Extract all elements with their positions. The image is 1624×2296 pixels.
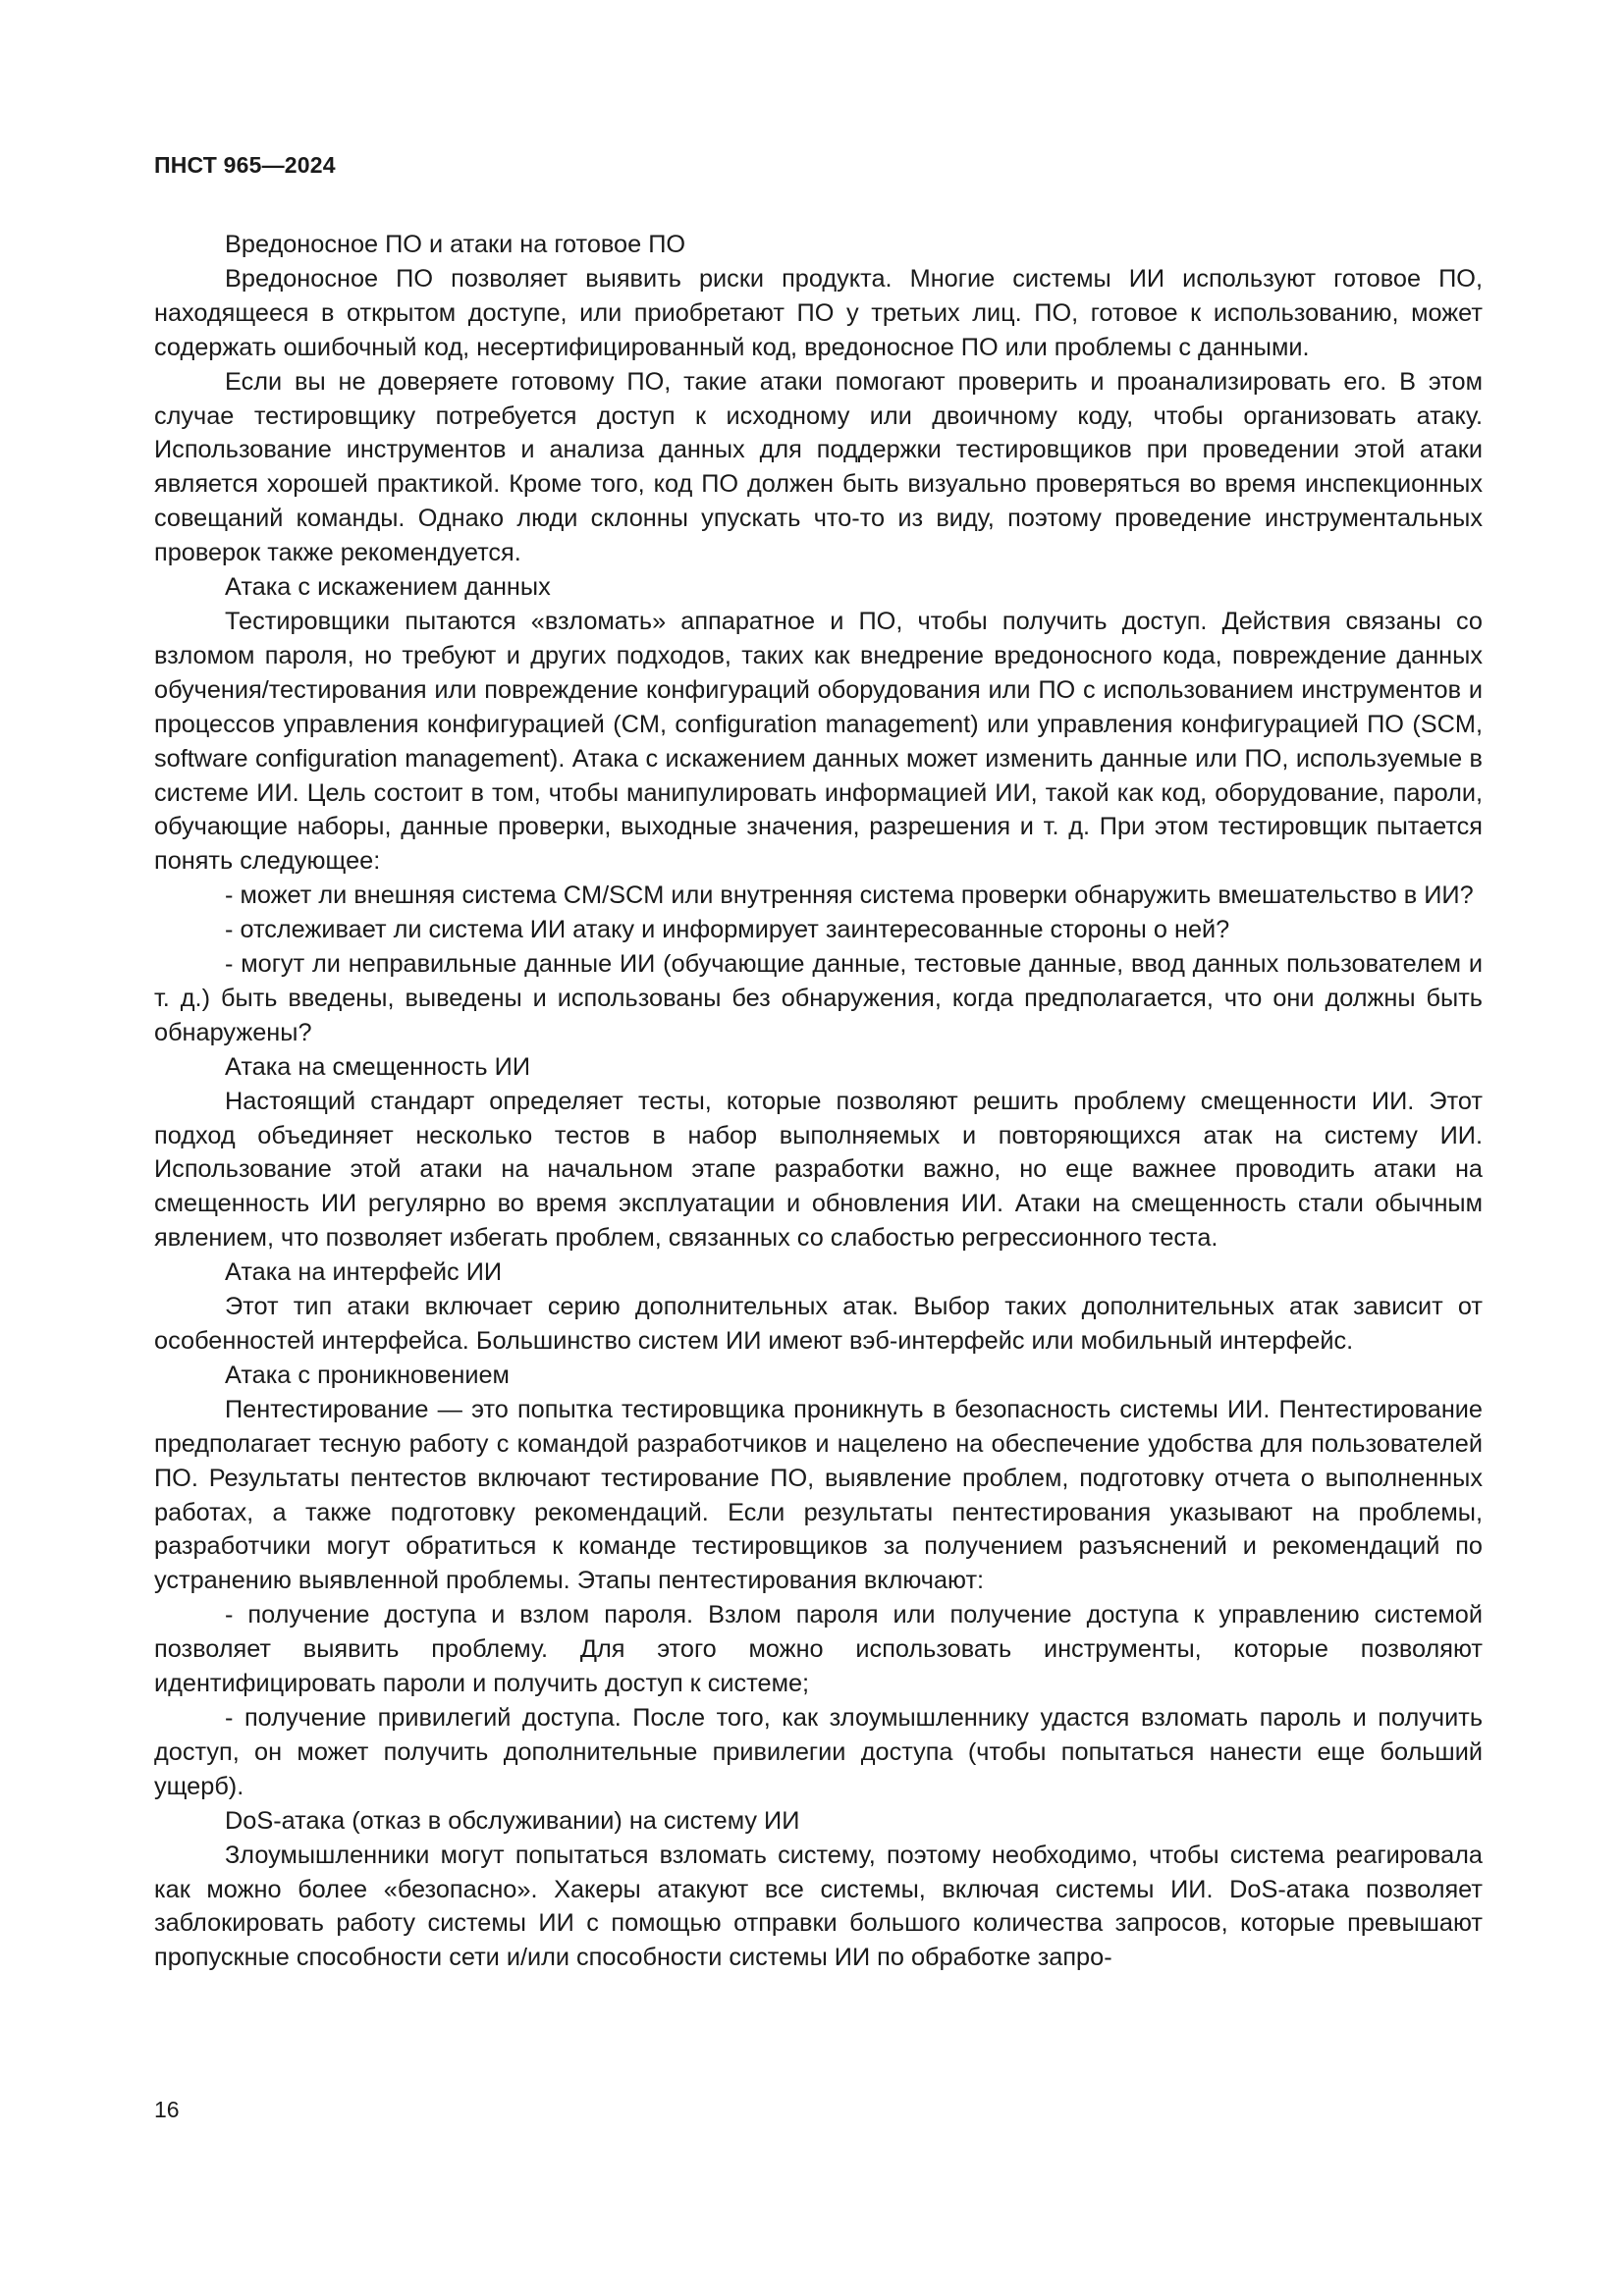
- list-item: - могут ли неправильные данные ИИ (обучающие данные, тестовые данные, ввод данных пользователем и т. д.) быть введены, выведены и использованы без обнаружения, когда предполагается, что они должны быть обнаружены?: [154, 950, 1483, 1046]
- paragraph: Тестировщики пытаются «взломать» аппаратное и ПО, чтобы получить доступ. Действия связаны со взломом пароля, но требуют и других подходов, таких как внедрение вредоносного кода, повреждение данных обучения/тестирования или повреждение конфигураций оборудования или ПО с использованием инструментов и процессов управления конфигурацией (CM, configuration management) или управления конфигурацией ПО (SCM, software configuration management). Атака с искажением данных может изменить данные или ПО, используемые в системе ИИ. Цель состоит в том, чтобы манипулировать информацией ИИ, такой как код, оборудование, пароли, обучающие наборы, данные проверки, выходные значения, разрешения и т. д. При этом тестировщик пытается понять следующее:: [154, 607, 1483, 876]
- section-heading: Атака с искажением данных: [225, 573, 551, 602]
- page-number: 16: [154, 2097, 180, 2122]
- paragraph: Пентестирование — это попытка тестировщика проникнуть в безопасность системы ИИ. Пентестирование предполагает тесную работу с командой разработчиков и нацелено на обеспечение удобства для пользователей ПО. Результаты пентестов включают тестирование ПО, выявление проблем, подготовку отчета о выполненных работах, а также подготовку рекомендаций. Если результаты пентестирования указывают на проблемы, разработчики могут обратиться к команде тестировщиков за получением разъяснений и рекомендаций по устранению выявленной проблемы. Этапы пентестирования включают:: [154, 1395, 1483, 1595]
- list-item: - получение доступа и взлом пароля. Взлом пароля или получение доступа к управлению системой позволяет выявить проблему. Для этого можно использовать инструменты, которые позволяют идентифицировать пароли и получить доступ к системе;: [154, 1601, 1483, 1698]
- body-text: [154, 228, 1483, 1975]
- list-item: - получение привилегий доступа. После того, как злоумышленнику удастся взломать пароль и получить доступ, он может получить дополнительные привилегии доступа (чтобы попытаться нанести еще больший ущерб).: [154, 1703, 1483, 1800]
- paragraph: Этот тип атаки включает серию дополнительных атак. Выбор таких дополнительных атак зависит от особенностей интерфейса. Большинство систем ИИ имеют вэб-интерфейс или мобильный интерфейс.: [154, 1293, 1483, 1355]
- paragraph: Если вы не доверяете готовому ПО, такие атаки помогают проверить и проанализировать его. В этом случае тестировщику потребуется доступ к исходному или двоичному коду, чтобы организовать атаку. Использование инструментов и анализа данных для поддержки тестировщиков при проведении этой атаки является хорошей практикой. Кроме того, код ПО должен быть визуально проверяться во время инспекционных совещаний команды. Однако люди склонны упускать что-то из виду, поэтому проведение инструментальных проверок также рекомендуется.: [154, 367, 1483, 567]
- section-heading: Атака с проникновением: [225, 1361, 510, 1389]
- paragraph: Злоумышленники могут попытаться взломать систему, поэтому необходимо, чтобы система реагировала как можно более «безопасно». Хакеры атакуют все системы, включая системы ИИ. DoS-атака позволяет заблокировать работу системы ИИ с помощью отправки большого количества запросов, которые превышают пропускные способности сети и/или способности системы ИИ по обработке запро-: [154, 1841, 1483, 1972]
- section-heading: Атака на интерфейс ИИ: [225, 1258, 503, 1287]
- section-heading: DoS-атака (отказ в обслуживании) на систему ИИ: [225, 1806, 800, 1835]
- list-item: - может ли внешняя система CM/SCM или внутренняя система проверки обнаружить вмешательство в ИИ?: [225, 881, 1474, 910]
- document-code: ПНСТ 965—2024: [154, 152, 336, 178]
- paragraph: Вредоносное ПО позволяет выявить риски продукта. Многие системы ИИ используют готовое ПО, находящееся в открытом доступе, или приобретают ПО у третьих лиц. ПО, готовое к использованию, может содержать ошибочный код, несертифицированный код, вредоносное ПО или проблемы с данными.: [154, 264, 1483, 361]
- section-heading: Атака на смещенность ИИ: [225, 1052, 530, 1081]
- list-item: - отслеживает ли система ИИ атаку и информирует заинтересованные стороны о ней?: [225, 916, 1230, 944]
- paragraph: Настоящий стандарт определяет тесты, которые позволяют решить проблему смещенности ИИ. Этот подход объединяет несколько тестов в набор выполняемых и повторяющихся атак на систему ИИ. Использование этой атаки на начальном этапе разработки важно, но еще важнее проводить атаки на смещенность ИИ регулярно во время эксплуатации и обновления ИИ. Атаки на смещенность стали обычным явлением, что позволяет избегать проблем, связанных со слабостью регрессионного теста.: [154, 1087, 1483, 1253]
- section-heading: Вредоносное ПО и атаки на готовое ПО: [225, 231, 686, 258]
